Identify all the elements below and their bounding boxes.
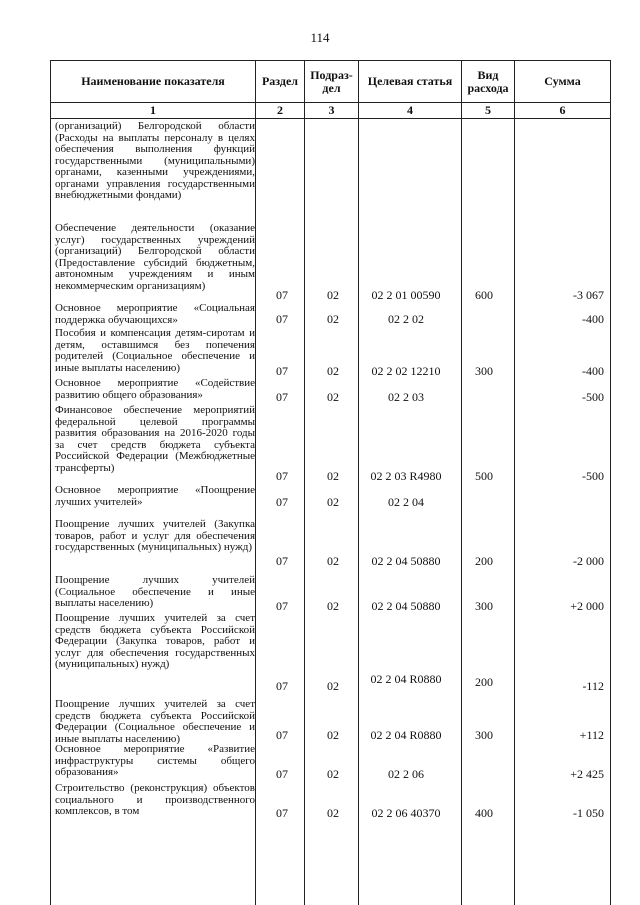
row-name: Обеспечение деятельности (оказание услуг) государственных учреждений (организаций) Белгородской области (Предоставление субсидий бюджетным, автономным учреждениям и иным некоммерческим организациям) (55, 222, 255, 292)
row-razdel: 07 (276, 364, 288, 378)
row-statya: 02 2 03 (388, 390, 424, 404)
row-statya: 02 2 04 R0880 (370, 672, 442, 686)
row-podrazdel: 02 (327, 679, 339, 693)
colnum-3: 3 (305, 103, 359, 119)
row-podrazdel: 02 (327, 469, 339, 483)
row-name: Финансовое обеспечение мероприятий федеральной целевой программы развития образования на 2016-2020 годы за счет средств бюджета субъекта Российской Федерации (Межбюджетные трансферты) (55, 404, 255, 474)
row-name: Строительство (реконструкция) объектов социального и производственного комплексов, в том (55, 782, 255, 817)
page-number: 114 (310, 30, 330, 45)
row-summa: +2 000 (570, 599, 604, 613)
header-podrazdel: Подраз-дел (305, 61, 359, 103)
row-summa: +2 425 (570, 767, 604, 781)
row-name: Поощрение лучших учителей за счет средств бюджета субъекта Российской Федерации (Закупка товаров, работ и услуг для обеспечения государственных (муниципальных) нужд) (55, 612, 255, 670)
row-summa: +112 (579, 728, 604, 742)
row-razdel: 07 (276, 390, 288, 404)
row-summa: -1 050 (573, 806, 604, 820)
budget-table-header (50, 60, 611, 119)
row-razdel: 07 (276, 767, 288, 781)
row-podrazdel: 02 (327, 390, 339, 404)
row-razdel: 07 (276, 679, 288, 693)
row-razdel: 07 (276, 469, 288, 483)
row-statya: 02 2 04 R0880 (370, 728, 442, 742)
row-statya: 02 2 04 50880 (371, 554, 441, 568)
row-name: Основное мероприятие «Социальная поддержка обучающихся» (55, 302, 255, 326)
row-vid: 300 (475, 728, 493, 742)
row-razdel: 07 (276, 312, 288, 326)
header-razdel: Раздел (256, 61, 305, 103)
row-summa: -500 (582, 390, 604, 404)
row-name: Поощрение лучших учителей за счет средств бюджета субъекта Российской Федерации (Социальное обеспечение и иные выплаты населению) (55, 698, 255, 745)
row-vid: 300 (475, 364, 493, 378)
row-statya: 02 2 06 40370 (371, 806, 441, 820)
table-body (50, 119, 610, 905)
header-vid: Вид расхода (462, 61, 515, 103)
row-vid: 400 (475, 806, 493, 820)
row-summa: -400 (582, 312, 604, 326)
colnum-4: 4 (359, 103, 462, 119)
colnum-1: 1 (51, 103, 256, 119)
row-podrazdel: 02 (327, 728, 339, 742)
row-statya: 02 2 06 (388, 767, 424, 781)
row-razdel: 07 (276, 288, 288, 302)
row-statya: 02 2 03 R4980 (370, 469, 442, 483)
row-razdel: 07 (276, 495, 288, 509)
row-name: Поощрение лучших учителей (Социальное обеспечение и иные выплаты населению) (55, 574, 255, 609)
row-name: Поощрение лучших учителей (Закупка товаров, работ и услуг для обеспечения государственных (муниципальных) нужд) (55, 518, 255, 553)
row-podrazdel: 02 (327, 495, 339, 509)
row-vid: 200 (475, 554, 493, 568)
row-vid: 500 (475, 469, 493, 483)
row-podrazdel: 02 (327, 554, 339, 568)
row-podrazdel: 02 (327, 312, 339, 326)
row-name: (организаций) Белгородской области (Расходы на выплаты персоналу в целях обеспечения выполнения функций государственными (муниципальными) органами, казенными учреждениями, органами управления государственными внебюджетными фондами) (55, 120, 255, 201)
column-line (610, 119, 611, 905)
colnum-2: 2 (256, 103, 305, 119)
row-podrazdel: 02 (327, 364, 339, 378)
row-name: Основное мероприятие «Поощрение лучших учителей» (55, 484, 255, 508)
header-summa: Сумма (515, 61, 611, 103)
row-statya: 02 2 02 12210 (371, 364, 441, 378)
row-razdel: 07 (276, 599, 288, 613)
row-name: Основное мероприятие «Содействие развитию общего образования» (55, 377, 255, 401)
header-statya: Целевая статья (359, 61, 462, 103)
row-vid: 600 (475, 288, 493, 302)
row-statya: 02 2 02 (388, 312, 424, 326)
row-statya: 02 2 04 (388, 495, 424, 509)
colnum-6: 6 (515, 103, 611, 119)
header-name: Наименование показателя (51, 61, 256, 103)
row-summa: -500 (582, 469, 604, 483)
row-razdel: 07 (276, 728, 288, 742)
row-razdel: 07 (276, 554, 288, 568)
row-summa: -2 000 (573, 554, 604, 568)
row-vid: 300 (475, 599, 493, 613)
row-statya: 02 2 04 50880 (371, 599, 441, 613)
colnum-5: 5 (462, 103, 515, 119)
row-name: Пособия и компенсация детям-сиротам и детям, оставшимся без попечения родителей (Социальное обеспечение и иные выплаты населению) (55, 327, 255, 374)
row-podrazdel: 02 (327, 767, 339, 781)
row-razdel: 07 (276, 806, 288, 820)
row-summa: -112 (582, 679, 604, 693)
row-name: Основное мероприятие «Развитие инфраструктуры системы общего образования» (55, 743, 255, 778)
row-statya: 02 2 01 00590 (371, 288, 441, 302)
row-podrazdel: 02 (327, 288, 339, 302)
row-podrazdel: 02 (327, 806, 339, 820)
row-vid: 200 (475, 675, 493, 689)
row-podrazdel: 02 (327, 599, 339, 613)
row-summa: -400 (582, 364, 604, 378)
row-summa: -3 067 (573, 288, 604, 302)
